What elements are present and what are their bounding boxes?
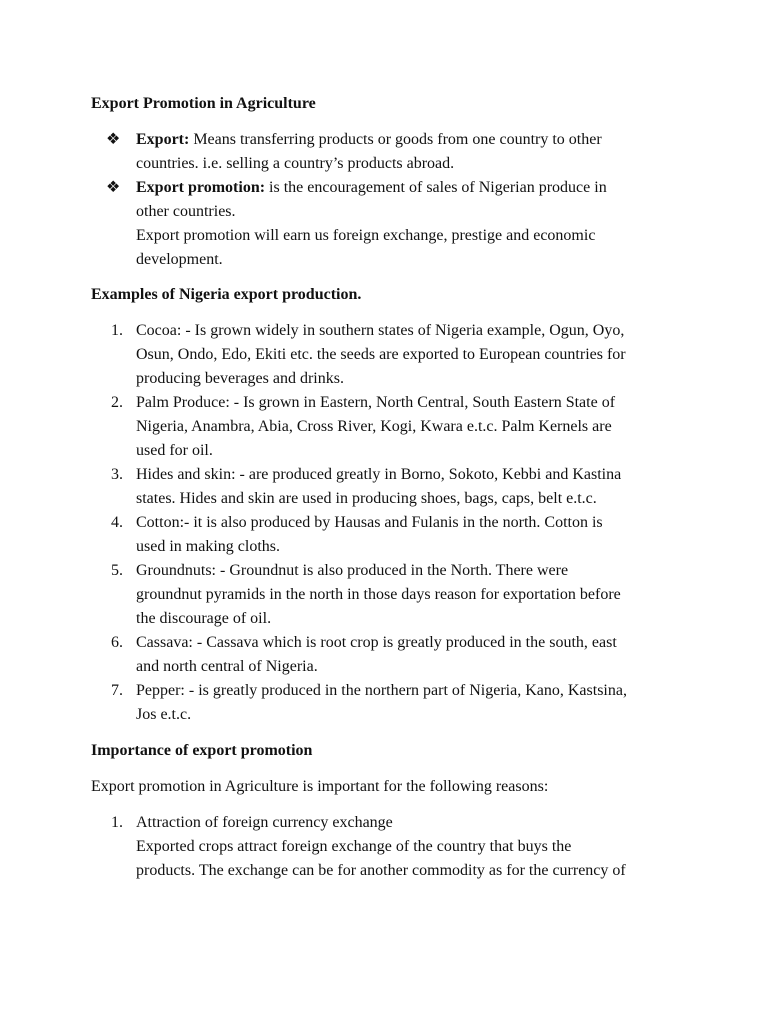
- definition-item: [91, 176, 691, 224]
- list-item-text: and north central of Nigeria.: [136, 658, 318, 675]
- examples-list: [91, 319, 691, 727]
- definition-note: Export promotion will earn us foreign exchange, prestige and economic development.: [136, 227, 596, 268]
- list-item-text: Nigeria, Anambra, Abia, Cross River, Kogi, Kwara e.t.c. Palm Kernels are: [136, 418, 612, 435]
- document-title: Export Promotion in Agriculture: [91, 95, 316, 112]
- list-number: 2.: [111, 394, 123, 411]
- list-number: 7.: [111, 682, 123, 699]
- definition-term: Export promotion:: [136, 179, 266, 196]
- example-item: [91, 631, 691, 679]
- list-item-text: Hides and skin: - are produced greatly in Borno, Sokoto, Kebbi and Kastina: [136, 466, 622, 483]
- list-item-text: states. Hides and skin are used in producing shoes, bags, caps, belt e.t.c.: [136, 490, 597, 507]
- example-item: [91, 391, 691, 463]
- list-item-text: Exported crops attract foreign exchange of the country that buys the: [136, 838, 572, 855]
- list-number: 4.: [111, 514, 123, 531]
- list-item-text: Cotton:- it is also produced by Hausas and Fulanis in the north. Cotton is: [136, 514, 603, 531]
- example-item: [91, 463, 691, 511]
- list-item-text: Jos e.t.c.: [136, 706, 192, 723]
- diamond-bullet-icon: ❖: [106, 131, 121, 148]
- definition-text: other countries.: [136, 203, 236, 220]
- example-item: [91, 559, 691, 631]
- diamond-bullet-icon: ❖: [106, 179, 121, 196]
- list-item-text: Pepper: - is greatly produced in the northern part of Nigeria, Kano, Kastsina,: [136, 682, 627, 699]
- list-item-text: Palm Produce: - Is grown in Eastern, North Central, South Eastern State of: [136, 394, 616, 411]
- list-number: 3.: [111, 466, 123, 483]
- list-number: 1.: [111, 814, 123, 831]
- list-item-text: the discourage of oil.: [136, 610, 272, 627]
- definition-item: [91, 128, 691, 176]
- list-item-text: used in making cloths.: [136, 538, 280, 555]
- list-item-text: used for oil.: [136, 442, 213, 459]
- importance-heading: Importance of export promotion: [91, 742, 313, 759]
- example-item: [91, 319, 691, 391]
- examples-heading: Examples of Nigeria export production.: [91, 286, 362, 303]
- list-item-text: groundnut pyramids in the north in those days reason for exportation before: [136, 586, 621, 603]
- list-item-text: producing beverages and drinks.: [136, 370, 344, 387]
- importance-intro: Export promotion in Agriculture is important for the following reasons:: [91, 778, 549, 795]
- list-number: 1.: [111, 322, 123, 339]
- list-item-text: Groundnuts: - Groundnut is also produced in the North. There were: [136, 562, 569, 579]
- definitions-list: [91, 128, 691, 224]
- list-number: 5.: [111, 562, 123, 579]
- list-item-text: Cocoa: - Is grown widely in southern states of Nigeria example, Ogun, Oyo,: [136, 322, 625, 339]
- list-item-text: Cassava: - Cassava which is root crop is greatly produced in the south, east: [136, 634, 617, 651]
- definition-text: is the encouragement of sales of Nigerian produce in: [269, 179, 607, 196]
- example-item: [91, 511, 691, 559]
- importance-item: [91, 811, 691, 883]
- example-item: [91, 679, 691, 727]
- list-item-text: products. The exchange can be for another commodity as for the currency of: [136, 862, 626, 879]
- definition-term: Export:: [136, 131, 190, 148]
- definition-text: countries. i.e. selling a country’s products abroad.: [136, 155, 455, 172]
- definition-text: Means transferring products or goods from one country to other: [193, 131, 602, 148]
- document-body: [91, 92, 691, 883]
- importance-list: [91, 811, 691, 883]
- list-number: 6.: [111, 634, 123, 651]
- list-item-text: Osun, Ondo, Edo, Ekiti etc. the seeds are exported to European countries for: [136, 346, 626, 363]
- list-item-text: Attraction of foreign currency exchange: [136, 814, 393, 831]
